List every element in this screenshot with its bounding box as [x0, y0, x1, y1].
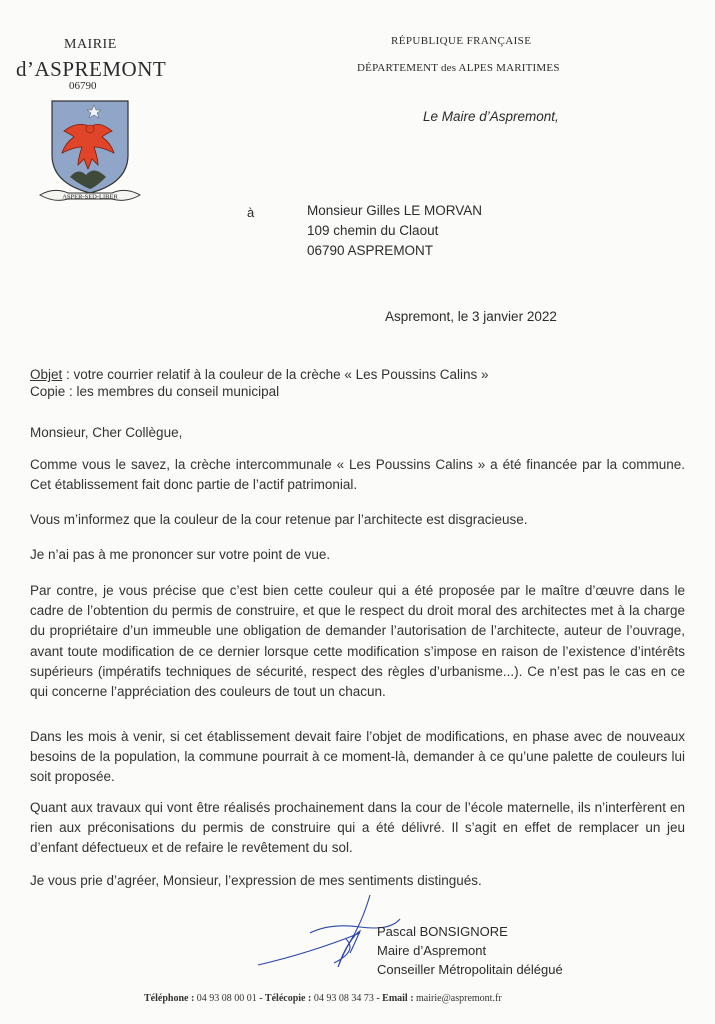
recipient-name: Monsieur Gilles LE MORVAN	[307, 203, 483, 218]
sender-title: Le Maire d’Aspremont,	[423, 109, 559, 124]
recipient-street: 109 chemin du Claout	[307, 223, 439, 238]
paragraph: Je n’ai pas à me prononcer sur votre point de vue.	[30, 547, 331, 562]
email-label: - Email :	[373, 993, 414, 1004]
phone-number: 04 93 08 00 01	[194, 993, 257, 1004]
paragraph: Par contre, je vous précise que c’est bien cette couleur qui a été proposée par le maître d’œuvre dans le cadre de l’obtention du permis de construire, et que le respect du droit moral des architectes met à la charge du propriétaire d’un immeuble une obligation de demander l’autorisation de l’architecte, auteur de l’ouvrage, avant toute modification de ce dernier lorsque cette modification s’impose en raison de l’existence d’intérêts supérieurs (impératifs techniques de sécurité, respect des règles d’urbanisme...). Ce n’est pas le cas en ce qui concerne l’appréciation des couleurs de tout un chacun.	[30, 583, 685, 700]
subject-label: Objet	[30, 367, 63, 382]
paragraph: Je vous prie d’agréer, Monsieur, l’expression de mes sentiments distingués.	[30, 873, 482, 888]
salutation: Monsieur, Cher Collègue,	[30, 425, 183, 440]
mairie-label: MAIRIE	[64, 37, 117, 52]
department-header: DÉPARTEMENT des ALPES MARITIMES	[357, 62, 560, 74]
footer-contact	[144, 993, 502, 1004]
phone-label: Téléphone :	[144, 993, 195, 1004]
signatory-role: Maire d’Aspremont	[377, 943, 487, 958]
paragraph: Quant aux travaux qui vont être réalisés prochainement dans la cour de l’école maternelle, ils n’interfèrent en rien aux préconisations du permis de construire qui a été délivré. Il s’agit en effet de remplacer un jeu d’enfant défectueux et de refaire le revêtement du sol.	[30, 800, 685, 856]
paragraph: Vous m’informez que la couleur de la cour retenue par l’architecte est disgracieuse.	[30, 512, 528, 527]
town-name: d’ASPREMONT	[16, 57, 167, 81]
signatory-name: Pascal BONSIGNORE	[377, 924, 508, 939]
fax-number: 04 93 08 34 73	[311, 993, 374, 1004]
fax-label: - Télécopie :	[256, 993, 312, 1004]
email-address: mairie@aspremont.fr	[413, 993, 502, 1004]
republic-header: RÉPUBLIQUE FRANÇAISE	[391, 35, 532, 47]
postcode: 06790	[69, 80, 97, 92]
coat-of-arms-logo	[34, 97, 146, 209]
paragraph: Dans les mois à venir, si cet établissement devait faire l’objet de modifications, en phase avec de nouveaux besoins de la population, la commune pourrait à ce moment-là, demander à ce qu’une palette de couleurs lui soit proposée.	[30, 729, 685, 785]
svg-text:ASPER-SED-LIBER: ASPER-SED-LIBER	[62, 193, 118, 201]
recipient-prefix: à	[247, 205, 255, 220]
signatory-role-2: Conseiller Métropolitain délégué	[377, 962, 563, 977]
copy-line: Copie : les membres du conseil municipal	[30, 384, 280, 399]
recipient-city: 06790 ASPREMONT	[307, 243, 434, 258]
subject-text: : votre courrier relatif à la couleur de la crèche « Les Poussins Calins »	[62, 367, 489, 382]
letter-date: Aspremont, le 3 janvier 2022	[385, 309, 557, 324]
paragraph: Comme vous le savez, la crèche intercommunale « Les Poussins Calins » a été financée par la commune. Cet établissement fait donc partie de l’actif patrimonial.	[30, 457, 685, 493]
